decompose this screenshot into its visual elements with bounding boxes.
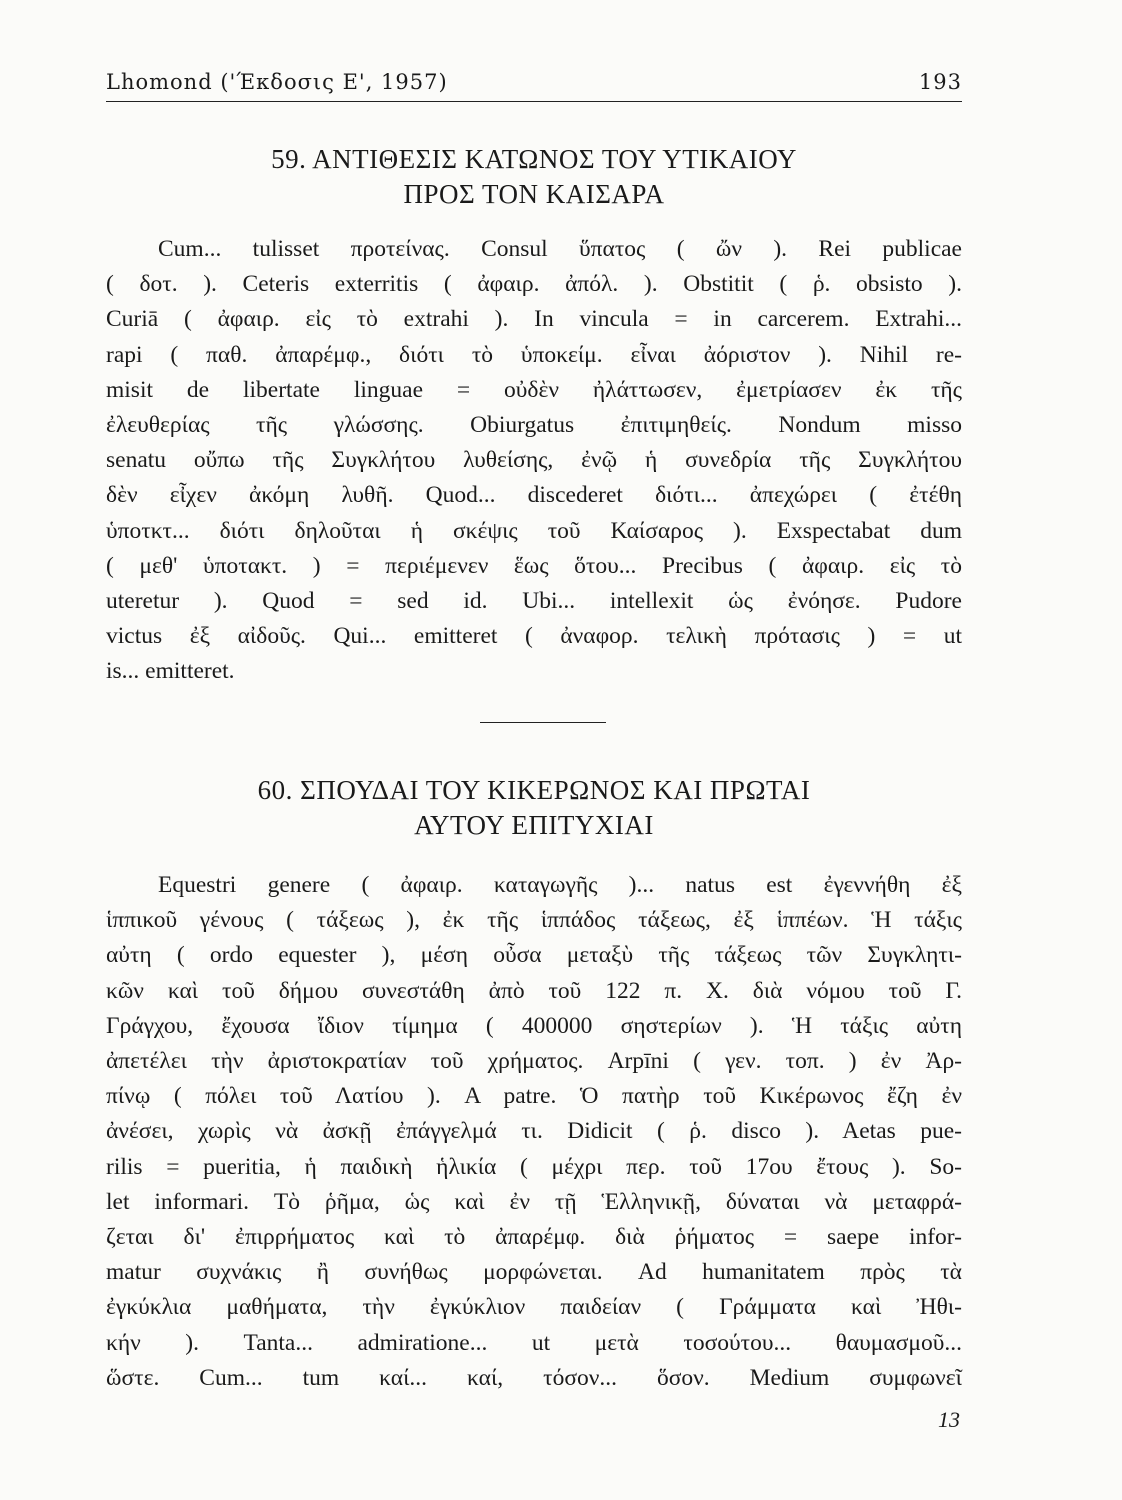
text-line: ἀνέσει, χωρὶς νὰ ἀσκῇ ἐπάγγελμά τι. Didicit ( ῥ. disco ). Aetas pue- — [106, 1118, 962, 1145]
section-divider — [480, 722, 606, 723]
text-line: Equestri genere ( ἀφαιρ. καταγωγῆς )... natus est ἐγεννήθη ἐξ — [158, 872, 962, 898]
text-line: ὥστε. Cum... tum καί... καί, τόσον... ὅσον. Medium συμφωνεῖ — [106, 1364, 962, 1391]
text-line: is... emitteret. — [106, 658, 235, 685]
text-line: δὲν εἶχεν ἀκόμη λυθῆ. Quod... discederet διότι... ἀπεχώρει ( ἐτέθη — [106, 482, 962, 509]
text-line: ἐγκύκλια μαθήματα, τὴν ἐγκύκλιον παιδείαν ( Γράμματα καὶ Ἠθι- — [106, 1294, 962, 1321]
text-line: misit de libertate linguae = οὐδὲν ἠλάττωσεν, ἐμετρίασεν ἐκ τῆς — [106, 376, 962, 403]
text-line: ( δοτ. ). Ceteris exterritis ( ἀφαιρ. ἀπόλ. ). Obstitit ( ῥ. obsisto ). — [106, 271, 962, 298]
section-59-body — [106, 232, 962, 690]
header-rule — [106, 101, 962, 102]
text-line: Cum... tulisset προτείνας. Consul ὕπατος ( ὤν ). Rei publicae — [158, 236, 962, 262]
text-line: ἐλευθερίας τῆς γλώσσης. Obiurgatus ἐπιτιμηθείς. Nondum misso — [106, 412, 962, 439]
text-line: rapi ( παθ. ἀπαρέμφ., διότι τὸ ὑποκείμ. εἶναι ἀόριστον ). Nihil re- — [106, 341, 962, 368]
text-line: ἀπετέλει τὴν ἀριστοκρατίαν τοῦ χρήματος. Arpīni ( γεν. τοπ. ) ἐν Ἀρ- — [106, 1048, 962, 1075]
text-line: Γράγχου, ἔχουσα ἴδιον τίμημα ( 400000 σηστερίων ). Ἡ τάξις αὐτη — [106, 1012, 962, 1039]
section-60-title-line: ΑΥΤΟΥ ΕΠΙΤΥΧΙΑΙ — [414, 810, 654, 840]
text-line: πίνῳ ( πόλει τοῦ Λατίου ). A patre. Ὁ πατὴρ τοῦ Κικέρωνος ἔζη ἐν — [106, 1083, 962, 1110]
text-line: κήν ). Tanta... admiratione... ut μετὰ τοσούτου... θαυμασμοῦ... — [106, 1329, 962, 1356]
text-line: senatu οὔπω τῆς Συγκλήτου λυθείσης, ἐνῷ ἡ συνεδρία τῆς Συγκλήτου — [106, 447, 962, 474]
text-line: let informari. Τὸ ῥῆμα, ὡς καὶ ἐν τῇ Ἑλληνικῇ, δύναται νὰ μεταφρά- — [106, 1188, 962, 1215]
section-59-title-line: ΠΡΟΣ ΤΟΝ ΚΑΙΣΑΡΑ — [403, 179, 665, 209]
section-59-heading — [106, 142, 962, 212]
section-60-heading — [106, 773, 962, 843]
text-line: uteretur ). Quod = sed id. Ubi... intellexit ὡς ἐνόησε. Pudore — [106, 588, 962, 615]
text-line: ἱππικοῦ γένους ( τάξεως ), ἐκ τῆς ἱππάδος τάξεως, ἐξ ἱππέων. Ἡ τάξις — [106, 907, 962, 934]
text-line: ( μεθ' ὑποτακτ. ) = περιέμενεν ἕως ὅτου... Precibus ( ἀφαιρ. εἰς τὸ — [106, 552, 962, 579]
section-60-body — [106, 868, 962, 1396]
text-line: αὐτη ( ordo equester ), μέση οὖσα μεταξὺ τῆς τάξεως τῶν Συγκλητι- — [106, 942, 962, 969]
text-line: rilis = pueritia, ἡ παιδικὴ ἡλικία ( μέχρι περ. τοῦ 17ου ἔτους ). So- — [106, 1153, 962, 1180]
text-line: κῶν καὶ τοῦ δήμου συνεστάθη ἀπὸ τοῦ 122 π. Χ. διὰ νόμου τοῦ Γ. — [106, 977, 962, 1004]
section-59-title-line: 59. ΑΝΤΙΘΕΣΙΣ ΚΑΤΩΝΟΣ ΤΟΥ ΥΤΙΚΑΙΟΥ — [271, 144, 797, 174]
section-60-title-line: 60. ΣΠΟΥΔΑΙ ΤΟΥ ΚΙΚΕΡΩΝΟΣ ΚΑΙ ΠΡΩΤΑΙ — [257, 775, 811, 805]
text-line: Curiā ( ἀφαιρ. εἰς τὸ extrahi ). In vincula = in carcerem. Extrahi... — [106, 306, 962, 333]
text-line: matur συχνάκις ἢ συνήθως μορφώνεται. Ad humanitatem πρὸς τὰ — [106, 1259, 962, 1286]
signature-mark: 13 — [938, 1407, 960, 1432]
text-line: ζεται δι' ἐπιρρήματος καὶ τὸ ἀπαρέμφ. διὰ ῥήματος = saepe infor- — [106, 1224, 962, 1251]
running-head-title: Lhomond ('Έκδοσις Ε', 1957) — [106, 70, 448, 94]
text-line: ὑποτκτ... διότι δηλοῦται ἡ σκέψις τοῦ Καίσαρος ). Exspectabat dum — [106, 517, 962, 544]
page-number: 193 — [918, 70, 962, 94]
text-line: victus ἐξ αἰδοῦς. Qui... emitteret ( ἀναφορ. τελικὴ πρότασις ) = ut — [106, 623, 962, 650]
